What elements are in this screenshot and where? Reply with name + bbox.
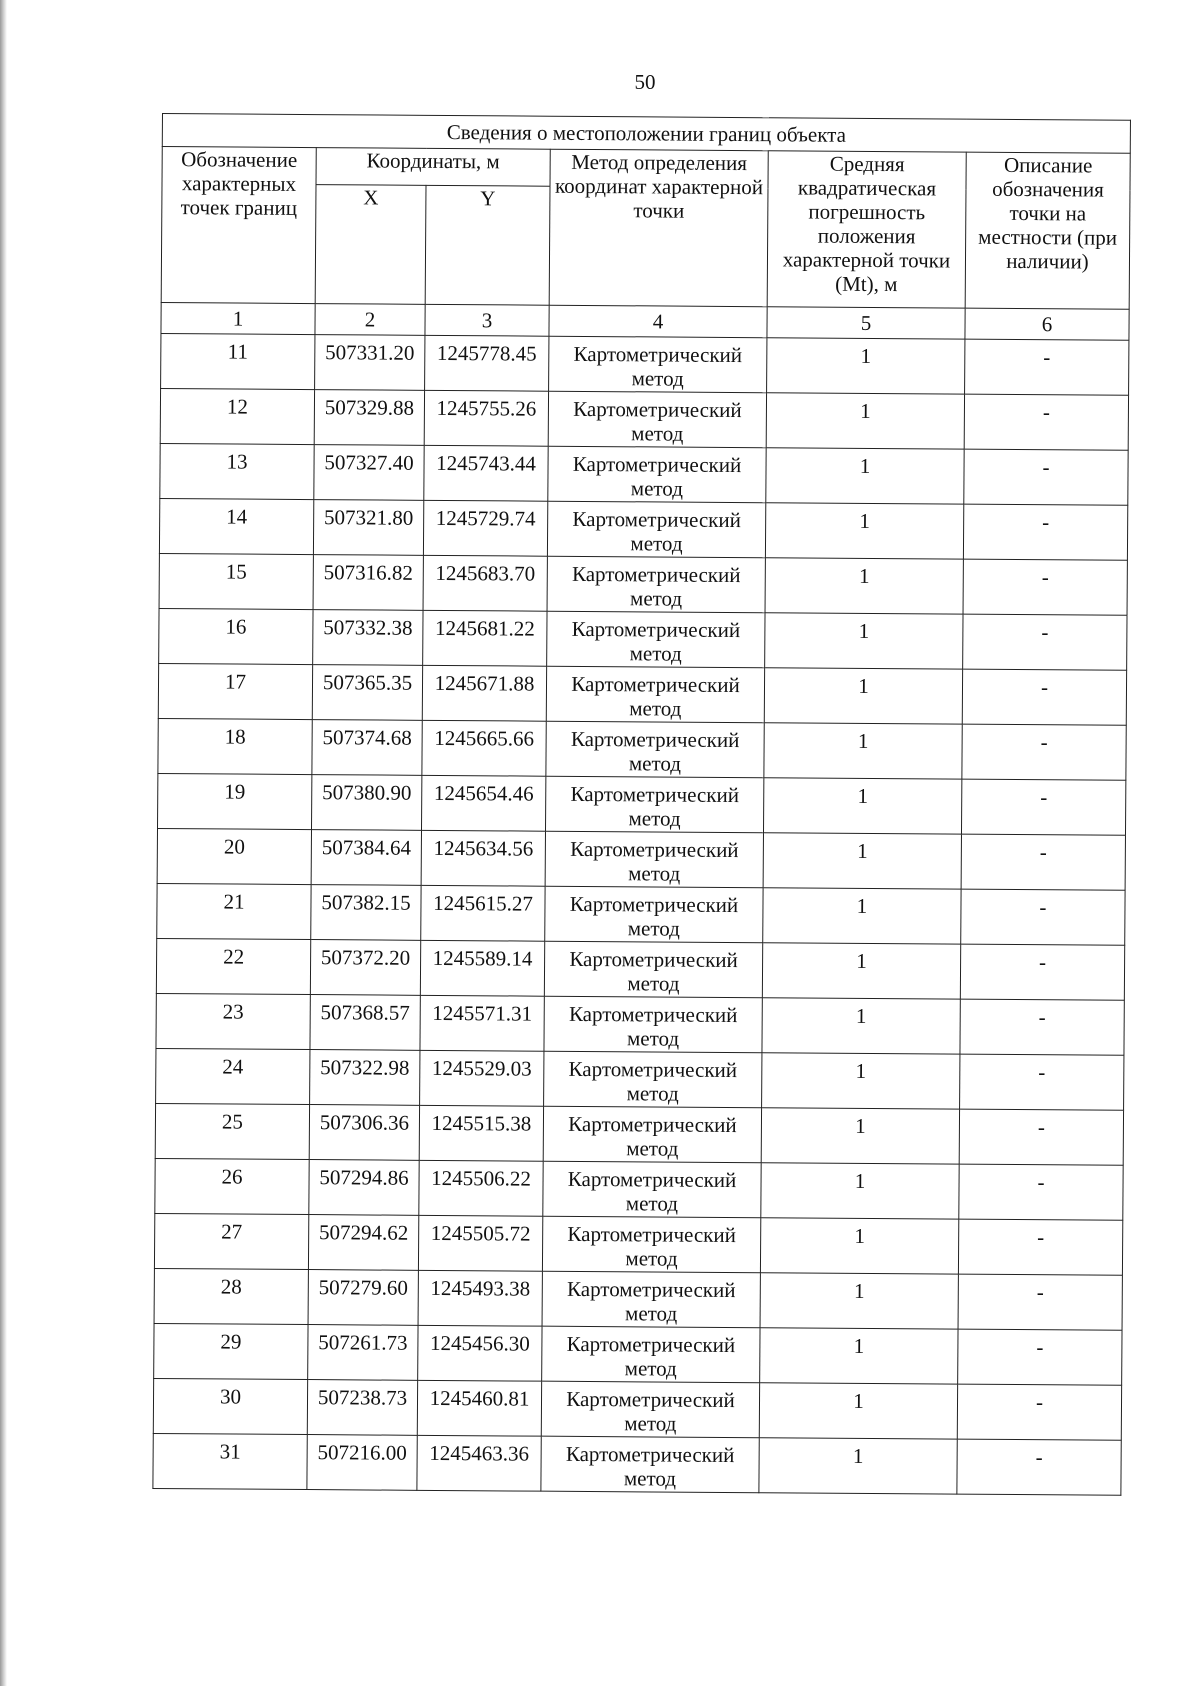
x-coordinate-cell: 507368.57 <box>310 995 420 1051</box>
description-cell: - <box>959 1109 1123 1165</box>
accuracy-cell: 1 <box>763 778 961 834</box>
y-coordinate-cell: 1245681.22 <box>423 610 547 666</box>
accuracy-cell: 1 <box>761 1108 959 1164</box>
method-cell: Картометрический метод <box>541 1436 759 1493</box>
method-cell: Картометрический метод <box>544 941 762 998</box>
description-cell: - <box>958 1219 1122 1275</box>
point-cell: 16 <box>159 608 313 664</box>
method-cell: Картометрический метод <box>542 1216 760 1273</box>
table-row <box>155 1158 1123 1220</box>
method-cell: Картометрический метод <box>548 391 766 448</box>
point-cell: 29 <box>154 1323 308 1379</box>
table-row <box>157 828 1125 890</box>
x-coordinate-cell: 507365.35 <box>312 665 422 721</box>
y-coordinate-cell: 1245515.38 <box>419 1105 543 1161</box>
boundary-coordinates-table <box>152 113 1131 1496</box>
table-row <box>159 608 1127 670</box>
y-coordinate-cell: 1245729.74 <box>423 500 547 556</box>
table-row <box>156 993 1124 1055</box>
y-coordinate-cell: 1245654.46 <box>421 775 545 831</box>
x-coordinate-cell: 507321.80 <box>313 500 423 556</box>
method-cell: Картометрический метод <box>544 996 762 1053</box>
description-cell: - <box>964 449 1128 505</box>
table-row <box>157 883 1125 945</box>
accuracy-cell: 1 <box>759 1383 957 1439</box>
description-cell: - <box>960 1054 1124 1110</box>
description-cell: - <box>965 339 1129 395</box>
y-coordinate-cell: 1245671.88 <box>422 665 546 721</box>
x-coordinate-cell: 507329.88 <box>314 390 424 446</box>
page-number: 50 <box>634 70 656 94</box>
accuracy-cell: 1 <box>763 888 961 944</box>
y-coordinate-cell: 1245683.70 <box>423 555 547 611</box>
table-row <box>158 718 1126 780</box>
column-number: 4 <box>549 305 767 338</box>
point-cell: 12 <box>160 388 314 444</box>
y-coordinate-cell: 1245571.31 <box>420 995 544 1051</box>
x-coordinate-cell: 507279.60 <box>308 1270 418 1326</box>
accuracy-cell: 1 <box>765 613 963 669</box>
accuracy-cell: 1 <box>762 998 960 1054</box>
accuracy-cell: 1 <box>766 448 964 504</box>
x-coordinate-cell: 507216.00 <box>307 1435 417 1491</box>
y-coordinate-cell: 1245743.44 <box>424 445 548 501</box>
point-cell: 24 <box>156 1048 310 1104</box>
point-cell: 11 <box>161 333 315 389</box>
description-cell: - <box>957 1384 1121 1440</box>
x-coordinate-cell: 507261.73 <box>308 1325 418 1381</box>
accuracy-cell: 1 <box>766 393 964 449</box>
description-cell: - <box>959 1164 1123 1220</box>
table-row <box>156 938 1124 1000</box>
header-accuracy: Средняя квадратическая погрешность положения характерной точки (Mt), м <box>767 151 966 308</box>
point-cell: 17 <box>158 663 312 719</box>
x-coordinate-cell: 507331.20 <box>315 335 425 391</box>
description-cell: - <box>961 889 1125 945</box>
method-cell: Картометрический метод <box>546 721 764 778</box>
column-number: 2 <box>315 304 425 336</box>
x-coordinate-cell: 507306.36 <box>309 1105 419 1161</box>
table-row <box>159 553 1127 615</box>
y-coordinate-cell: 1245505.72 <box>418 1215 542 1271</box>
accuracy-cell: 1 <box>759 1438 957 1494</box>
point-cell: 14 <box>159 498 313 554</box>
description-cell: - <box>962 669 1126 725</box>
table-row <box>160 388 1128 450</box>
accuracy-cell: 1 <box>762 1053 960 1109</box>
x-coordinate-cell: 507322.98 <box>310 1050 420 1106</box>
y-coordinate-cell: 1245463.36 <box>417 1435 541 1491</box>
description-cell: - <box>961 834 1125 890</box>
accuracy-cell: 1 <box>764 723 962 779</box>
column-number: 6 <box>965 308 1129 340</box>
method-cell: Картометрический метод <box>547 501 765 558</box>
description-cell: - <box>961 779 1125 835</box>
method-cell: Картометрический метод <box>545 831 763 888</box>
table-row <box>153 1433 1121 1495</box>
column-number: 3 <box>425 304 549 336</box>
method-cell: Картометрический метод <box>542 1271 760 1328</box>
method-cell: Картометрический метод <box>544 1051 762 1108</box>
point-cell: 31 <box>153 1433 307 1489</box>
x-coordinate-cell: 507238.73 <box>307 1380 417 1436</box>
table-row <box>153 1378 1121 1440</box>
point-cell: 25 <box>155 1103 309 1159</box>
point-cell: 18 <box>158 718 312 774</box>
accuracy-cell: 1 <box>760 1328 958 1384</box>
x-coordinate-cell: 507327.40 <box>314 445 424 501</box>
accuracy-cell: 1 <box>761 1163 959 1219</box>
method-cell: Картометрический метод <box>547 611 765 668</box>
accuracy-cell: 1 <box>762 943 960 999</box>
point-cell: 30 <box>153 1378 307 1434</box>
x-coordinate-cell: 507380.90 <box>312 775 422 831</box>
table-row <box>154 1268 1122 1330</box>
method-cell: Картометрический метод <box>545 886 763 943</box>
table-row <box>155 1103 1123 1165</box>
description-cell: - <box>963 559 1127 615</box>
table-body <box>153 333 1129 1495</box>
description-cell: - <box>963 614 1127 670</box>
point-cell: 26 <box>155 1158 309 1214</box>
accuracy-cell: 1 <box>760 1218 958 1274</box>
description-cell: - <box>958 1274 1122 1330</box>
method-cell: Картометрический метод <box>549 336 767 393</box>
table-row <box>154 1323 1122 1385</box>
y-coordinate-cell: 1245665.66 <box>422 720 546 776</box>
accuracy-cell: 1 <box>765 503 963 559</box>
description-cell: - <box>963 504 1127 560</box>
method-cell: Картометрический метод <box>546 666 764 723</box>
scan-edge <box>0 0 7 1686</box>
table-row <box>158 773 1126 835</box>
point-cell: 28 <box>154 1268 308 1324</box>
header-point-designation: Обозначение характерных точек границ <box>161 147 316 304</box>
method-cell: Картометрический метод <box>543 1106 761 1163</box>
point-cell: 22 <box>156 938 310 994</box>
header-x: X <box>315 185 426 305</box>
method-cell: Картометрический метод <box>541 1381 759 1438</box>
method-cell: Картометрический метод <box>547 556 765 613</box>
x-coordinate-cell: 507294.62 <box>308 1215 418 1271</box>
table-row <box>158 663 1126 725</box>
header-y: Y <box>425 185 550 305</box>
x-coordinate-cell: 507382.15 <box>311 885 421 941</box>
description-cell: - <box>958 1329 1122 1385</box>
y-coordinate-cell: 1245755.26 <box>424 390 548 446</box>
point-cell: 27 <box>154 1213 308 1269</box>
point-cell: 13 <box>160 443 314 499</box>
description-cell: - <box>957 1439 1121 1495</box>
point-cell: 23 <box>156 993 310 1049</box>
point-cell: 20 <box>157 828 311 884</box>
column-number: 5 <box>767 307 965 339</box>
y-coordinate-cell: 1245460.81 <box>417 1380 541 1436</box>
x-coordinate-cell: 507372.20 <box>310 940 420 996</box>
y-coordinate-cell: 1245506.22 <box>419 1160 543 1216</box>
header-method: Метод определения координат характерной точки <box>549 149 768 307</box>
table-row <box>160 443 1128 505</box>
x-coordinate-cell: 507374.68 <box>312 720 422 776</box>
accuracy-cell: 1 <box>764 668 962 724</box>
table-row <box>156 1048 1124 1110</box>
description-cell: - <box>960 944 1124 1000</box>
y-coordinate-cell: 1245589.14 <box>420 940 544 996</box>
column-number: 1 <box>161 302 315 334</box>
y-coordinate-cell: 1245493.38 <box>418 1270 542 1326</box>
table-row <box>161 333 1129 395</box>
y-coordinate-cell: 1245634.56 <box>421 830 545 886</box>
description-cell: - <box>964 394 1128 450</box>
table-row <box>154 1213 1122 1275</box>
point-cell: 15 <box>159 553 313 609</box>
table-row <box>159 498 1127 560</box>
description-cell: - <box>960 999 1124 1055</box>
y-coordinate-cell: 1245778.45 <box>425 335 549 391</box>
method-cell: Картометрический метод <box>542 1326 760 1383</box>
x-coordinate-cell: 507384.64 <box>311 830 421 886</box>
method-cell: Картометрический метод <box>548 446 766 503</box>
y-coordinate-cell: 1245529.03 <box>420 1050 544 1106</box>
accuracy-cell: 1 <box>765 558 963 614</box>
accuracy-cell: 1 <box>760 1273 958 1329</box>
method-cell: Картометрический метод <box>543 1161 761 1218</box>
accuracy-cell: 1 <box>767 338 965 394</box>
header-coordinates: Координаты, м <box>316 148 550 187</box>
y-coordinate-cell: 1245615.27 <box>421 885 545 941</box>
x-coordinate-cell: 507332.38 <box>313 610 423 666</box>
x-coordinate-cell: 507316.82 <box>313 555 423 611</box>
x-coordinate-cell: 507294.86 <box>309 1160 419 1216</box>
point-cell: 19 <box>158 773 312 829</box>
y-coordinate-cell: 1245456.30 <box>418 1325 542 1381</box>
point-cell: 21 <box>157 883 311 939</box>
method-cell: Картометрический метод <box>545 776 763 833</box>
description-cell: - <box>962 724 1126 780</box>
header-description: Описание обозначения точки на местности (при наличии) <box>965 152 1130 309</box>
accuracy-cell: 1 <box>763 833 961 889</box>
table-title: Сведения о местоположении границ объекта <box>162 114 1130 154</box>
